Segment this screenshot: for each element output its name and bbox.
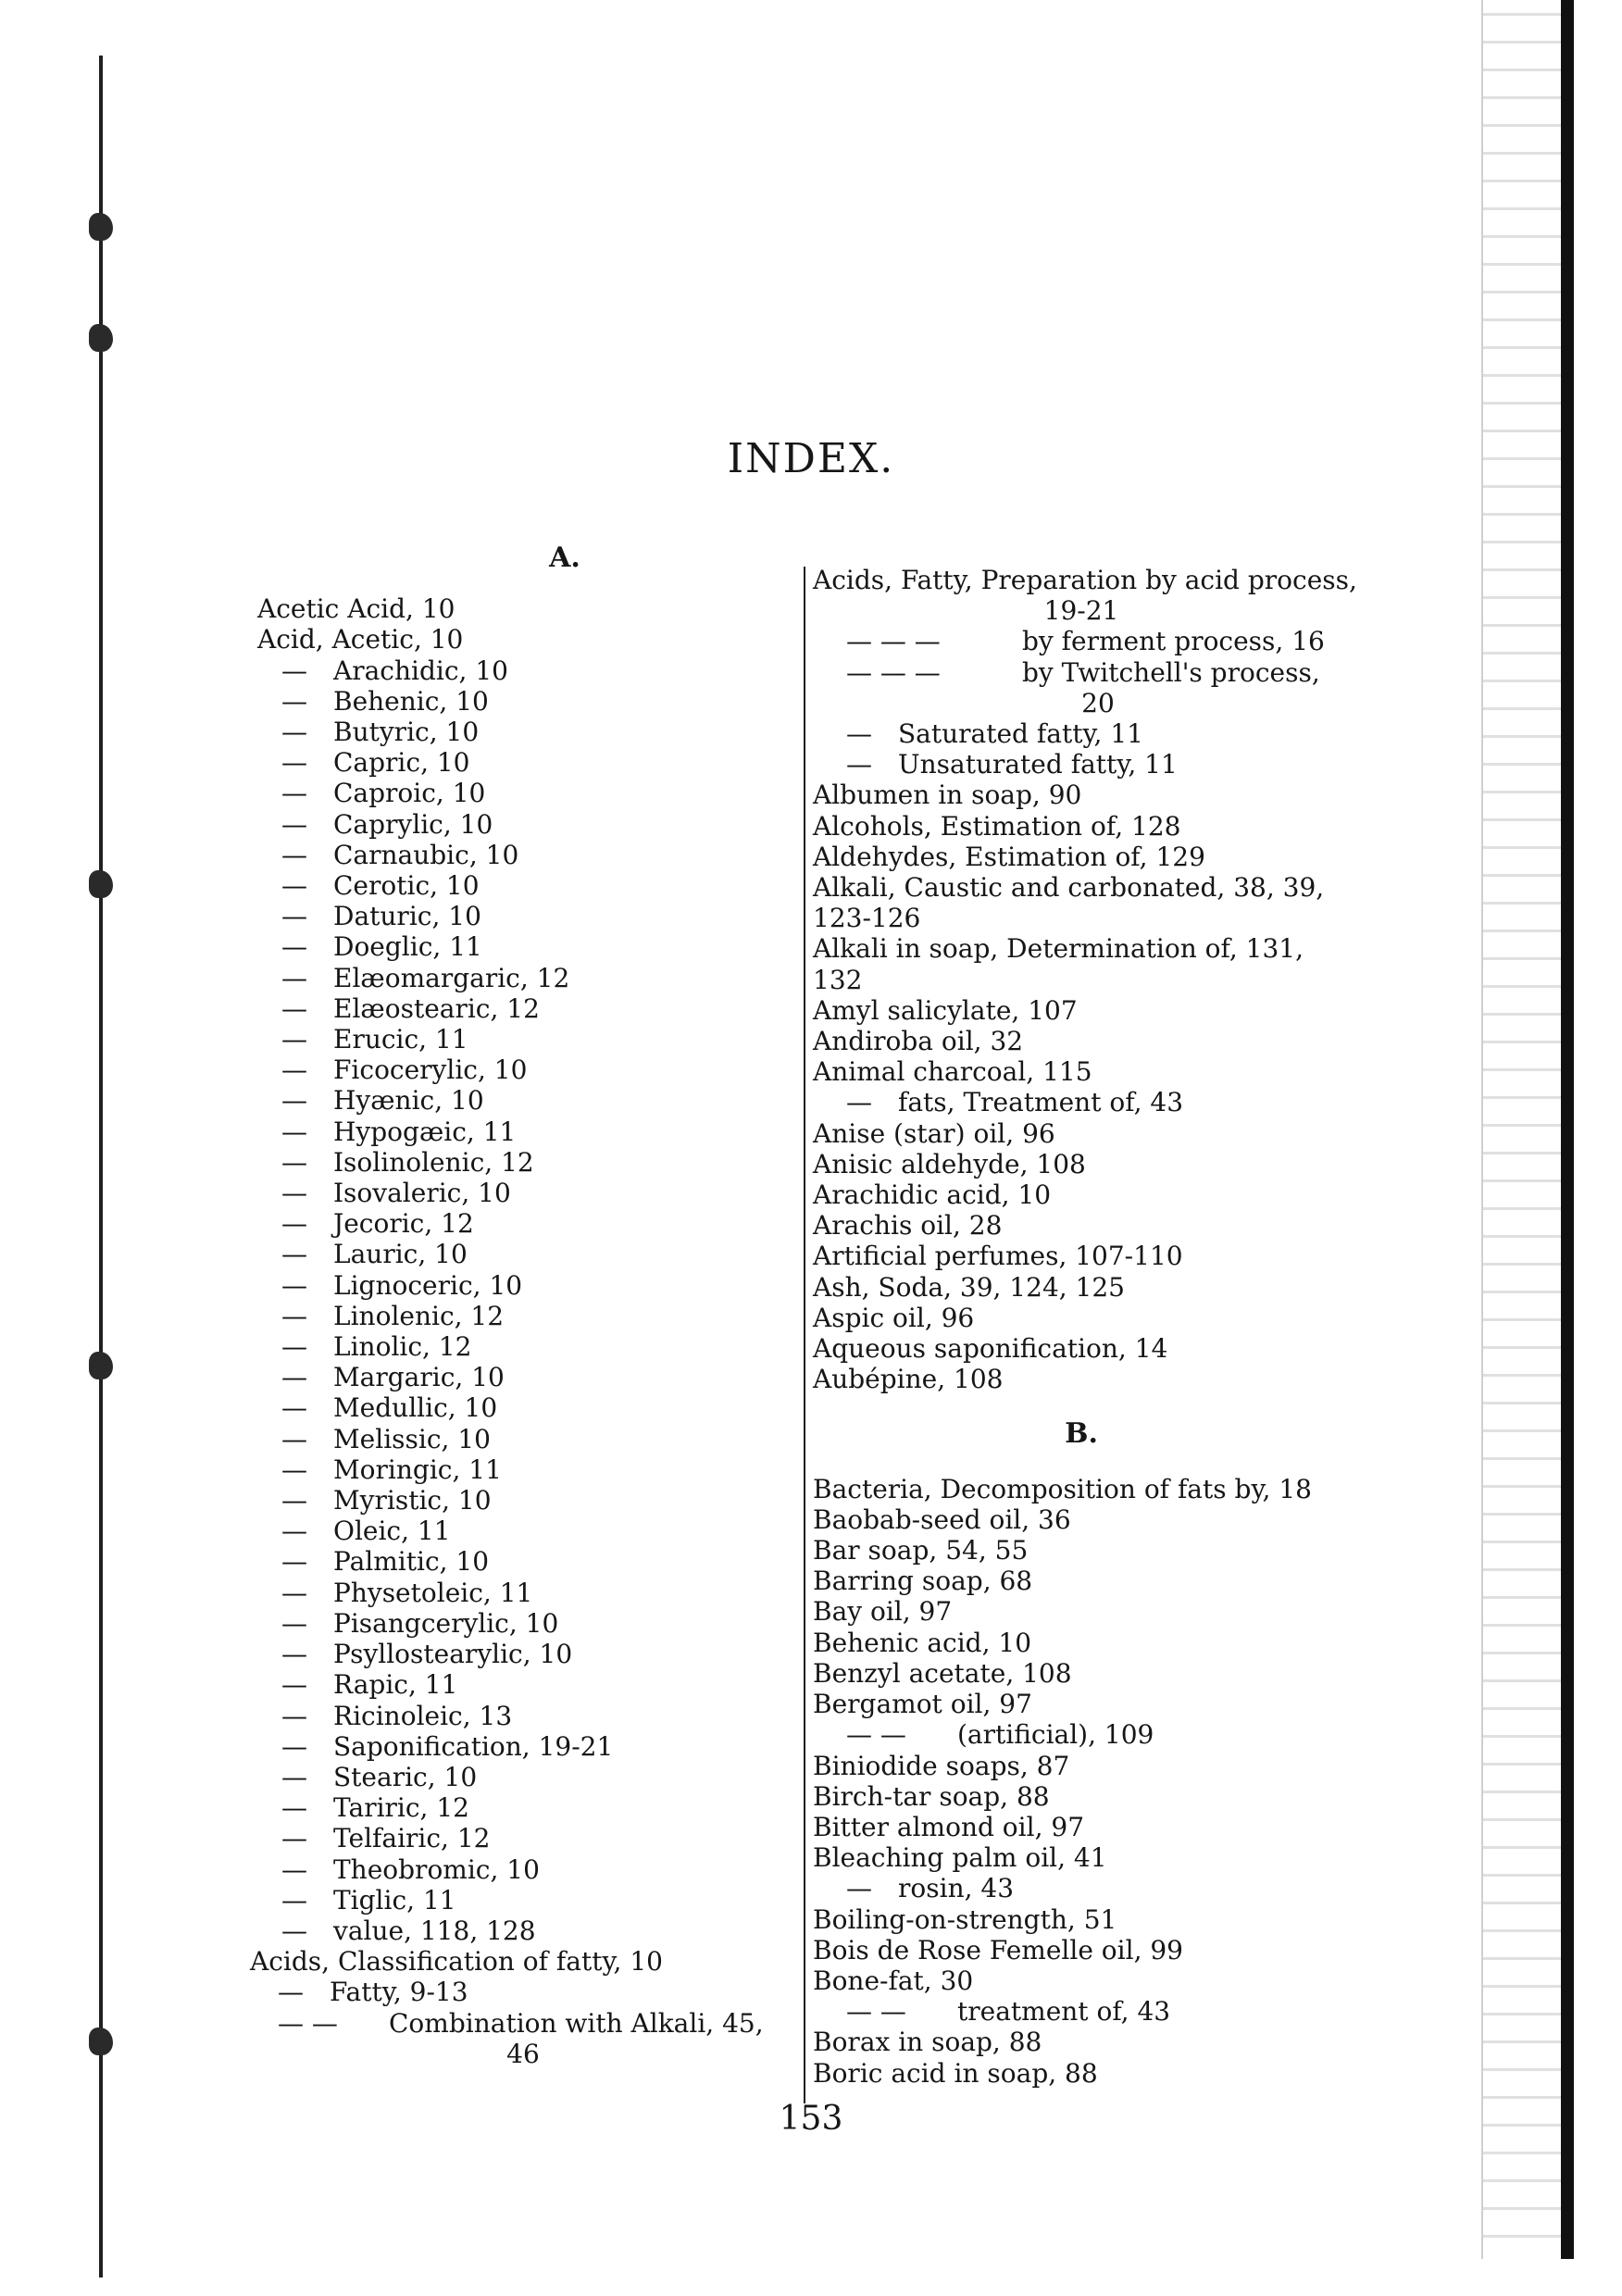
index-entry: [250, 931, 768, 962]
entry-dash: —: [846, 1873, 872, 1904]
entry-text: Margaric, 10: [333, 1362, 505, 1393]
index-entry: [250, 1485, 768, 1516]
index-entry: [250, 1117, 768, 1147]
entry-text: Cerotic, 10: [333, 870, 480, 902]
entry-text: Albumen in soap, 90: [813, 780, 1082, 811]
index-entry: [250, 1270, 768, 1301]
entry-text: Jecoric, 12: [333, 1208, 474, 1240]
index-entry: [813, 1781, 1350, 1812]
index-entry: [250, 1516, 768, 1546]
index-entry: [250, 1639, 768, 1669]
entry-text: Anisic aldehyde, 108: [813, 1148, 1086, 1179]
entry-text: Bleaching palm oil, 41: [813, 1842, 1107, 1874]
entry-dash: —: [281, 1024, 307, 1055]
entry-text: Acids, Fatty, Preparation by acid process,: [813, 565, 1357, 595]
entry-text: Lignoceric, 10: [333, 1269, 523, 1301]
torn-page-edge: [1483, 0, 1566, 2259]
entry-dash: —: [281, 717, 307, 747]
entry-text: Psyllostearylic, 10: [333, 1639, 573, 1670]
index-entry: [813, 1303, 1350, 1333]
entry-text: Bar soap, 54, 55: [813, 1535, 1029, 1566]
entry-text: Aubépine, 108: [813, 1364, 1004, 1395]
entry-continuation: 46: [506, 2038, 540, 2069]
entry-text: Erucic, 11: [333, 1024, 468, 1055]
index-entry: [813, 780, 1350, 810]
index-column-left: [250, 543, 768, 2069]
entry-dash: — —: [278, 2007, 338, 2039]
index-entry: [250, 1301, 768, 1331]
entry-dash: —: [281, 1700, 307, 1731]
index-entry: [250, 1546, 768, 1577]
entry-text: Arachis oil, 28: [813, 1210, 1003, 1242]
index-entry: [250, 993, 768, 1024]
entry-dash: —: [281, 901, 307, 932]
index-entry: [250, 1331, 768, 1362]
entry-text: Bergamot oil, 97: [813, 1689, 1032, 1720]
entry-dash: —: [281, 1146, 307, 1178]
index-entry: [813, 1904, 1350, 1935]
entry-text: Saturated fatty, 11: [898, 718, 1143, 750]
entry-dash: —: [281, 778, 307, 809]
entry-dash: —: [281, 1116, 307, 1147]
entry-continuation: 19-21: [1043, 595, 1119, 627]
entry-dash: —: [281, 655, 307, 686]
index-entry: [250, 1823, 768, 1853]
entry-text: Behenic, 10: [333, 685, 489, 717]
index-entry: [250, 1424, 768, 1454]
index-entry: [250, 1392, 768, 1423]
entry-dash: —: [281, 1853, 307, 1885]
entry-dash: —: [281, 747, 307, 779]
entry-text: Bois de Rose Femelle oil, 99: [813, 1934, 1183, 1965]
index-entry: [250, 1977, 768, 2007]
index-entry: [250, 840, 768, 870]
binding-knot: [89, 213, 113, 241]
entry-text: Saponification, 19-21: [333, 1730, 614, 1762]
index-entry: [250, 1054, 768, 1085]
entry-text: Melissic, 10: [333, 1423, 491, 1454]
entry-text: Artificial perfumes, 107-110: [813, 1241, 1183, 1272]
index-entry: [813, 718, 1350, 749]
entry-text: Telfairic, 12: [333, 1823, 491, 1854]
entry-text: Animal charcoal, 115: [813, 1056, 1092, 1088]
index-entry: [250, 1946, 768, 1977]
entry-text: Caproic, 10: [333, 778, 486, 809]
index-entry: [250, 901, 768, 931]
column-divider: [804, 567, 805, 2103]
entry-dash: —: [281, 1362, 307, 1393]
entry-text: Bitter almond oil, 97: [813, 1811, 1085, 1842]
entry-dash: —: [281, 962, 307, 993]
entry-dash: —: [281, 1485, 307, 1516]
entry-dash: —: [281, 1208, 307, 1240]
entry-text: by ferment process, 16: [1022, 626, 1325, 657]
entry-dash: — —: [846, 1996, 906, 2028]
entry-text: Andiroba oil, 32: [813, 1026, 1024, 1057]
entry-dash: — —: [846, 1719, 906, 1751]
entry-dash: —: [281, 1392, 307, 1424]
index-entry: [250, 1454, 768, 1485]
index-entry: [813, 749, 1350, 780]
index-entry: [250, 778, 768, 808]
index-entry: [813, 1535, 1350, 1566]
entry-text: Baobab-seed oil, 36: [813, 1504, 1071, 1535]
index-entry: [813, 1026, 1350, 1056]
entry-text: value, 118, 128: [333, 1915, 536, 1946]
entry-text: Benzyl acetate, 108: [813, 1657, 1072, 1689]
index-entry: [250, 747, 768, 778]
index-entry: [813, 1056, 1350, 1087]
index-entry: [813, 1210, 1350, 1241]
entry-dash: —: [281, 1300, 307, 1331]
index-entry: [813, 1566, 1350, 1596]
entry-text: Bacteria, Decomposition of fats by, 18: [813, 1473, 1312, 1504]
entry-dash: —: [281, 1054, 307, 1086]
index-entry: [813, 1474, 1350, 1504]
entry-text: Stearic, 10: [333, 1761, 478, 1792]
entry-text: Amyl salicylate, 107: [813, 994, 1078, 1026]
page-title: INDEX.: [727, 435, 895, 482]
entry-dash: —: [281, 1269, 307, 1301]
entry-dash: —: [281, 685, 307, 717]
entry-text: Hypogæic, 11: [333, 1116, 517, 1147]
index-entry: [813, 1935, 1350, 1965]
entry-text: Palmitic, 10: [333, 1546, 490, 1578]
index-entry: [813, 2027, 1350, 2057]
entry-text: Moringic, 11: [333, 1454, 502, 1485]
index-entry: [250, 809, 768, 840]
index-entry: [813, 933, 1350, 994]
index-entry: [813, 1751, 1350, 1781]
index-entry: [250, 593, 768, 624]
index-column-right: [813, 565, 1357, 2089]
entry-dash: —: [281, 1085, 307, 1117]
index-entry: [250, 2008, 768, 2069]
entry-text: Aldehydes, Estimation of, 129: [813, 841, 1205, 872]
entry-text: by Twitchell's process,: [1022, 656, 1320, 688]
index-entry: [250, 1792, 768, 1823]
entry-continuation: 20: [1081, 687, 1115, 718]
entry-text: Myristic, 10: [333, 1485, 492, 1516]
index-entry: [813, 1149, 1350, 1179]
entry-text: Hyænic, 10: [333, 1085, 484, 1117]
binding-thread: [99, 56, 103, 2277]
entry-dash: —: [281, 870, 307, 902]
entry-text: Physetoleic, 11: [333, 1577, 533, 1608]
entry-dash: —: [281, 1730, 307, 1762]
entry-dash: —: [281, 1454, 307, 1485]
entry-text: Oleic, 11: [333, 1516, 451, 1547]
index-entry: [250, 1147, 768, 1178]
entry-text: Elæomargaric, 12: [333, 962, 570, 993]
entry-dash: —: [281, 839, 307, 870]
index-entry: [813, 1628, 1350, 1658]
scan-dark-edge: [1561, 0, 1574, 2259]
entry-dash: —: [281, 1607, 307, 1639]
index-entry: [813, 1118, 1350, 1149]
index-entry: [813, 1087, 1350, 1117]
entry-dash: —: [281, 1669, 307, 1701]
entry-dash: —: [281, 1823, 307, 1854]
entry-text: Biniodide soaps, 87: [813, 1750, 1070, 1781]
index-entry: [813, 1504, 1350, 1535]
index-entry: [813, 657, 1350, 718]
index-entry: [250, 686, 768, 717]
entry-text: Ricinoleic, 13: [333, 1700, 513, 1731]
binding-knot: [89, 1352, 113, 1379]
entry-text: Caprylic, 10: [333, 808, 493, 840]
entry-text: Bay oil, 97: [813, 1596, 953, 1628]
index-entry: [250, 624, 768, 655]
entry-text: treatment of, 43: [957, 1996, 1171, 2028]
entry-text: Doeglic, 11: [333, 931, 482, 963]
binding-edge: [89, 56, 113, 2277]
index-entry: [813, 842, 1350, 872]
entry-text: Linolenic, 12: [333, 1300, 505, 1331]
index-entry: [250, 1362, 768, 1392]
index-entry: [813, 1333, 1350, 1364]
index-entry: [813, 1364, 1350, 1394]
index-entry: [813, 872, 1350, 933]
index-entry: [813, 2058, 1350, 2089]
entry-text: Isovaleric, 10: [333, 1178, 511, 1209]
entry-text: Aspic oil, 96: [813, 1302, 975, 1333]
entry-text: (artificial), 109: [957, 1719, 1154, 1751]
entry-text: Boiling-on-strength, 51: [813, 1903, 1117, 1935]
entry-continuation: 132: [813, 964, 863, 995]
index-entry: [250, 1885, 768, 1915]
entry-text: Linolic, 12: [333, 1331, 472, 1363]
index-entry: [813, 1812, 1350, 1842]
entry-text: Behenic acid, 10: [813, 1627, 1032, 1658]
index-entry: [813, 1965, 1350, 1996]
entry-text: Tariric, 12: [333, 1792, 469, 1824]
entry-dash: —: [281, 1516, 307, 1547]
entry-text: Arachidic acid, 10: [813, 1179, 1052, 1211]
entry-dash: —: [281, 1239, 307, 1270]
index-entry: [250, 655, 768, 686]
index-entry: [250, 1669, 768, 1700]
entry-text: Boric acid in soap, 88: [813, 2057, 1098, 2089]
entry-dash: —: [281, 1331, 307, 1363]
entry-dash: —: [846, 1087, 872, 1118]
index-entry: [813, 1842, 1350, 1873]
binding-knot: [89, 870, 113, 898]
index-entry: [250, 717, 768, 747]
index-entry: [813, 1873, 1350, 1903]
index-entry: [250, 963, 768, 993]
entry-dash: —: [281, 1884, 307, 1915]
entry-dash: —: [281, 1178, 307, 1209]
entry-text: Bone-fat, 30: [813, 1965, 974, 1996]
entry-dash: —: [281, 1761, 307, 1792]
index-entry: [250, 1578, 768, 1608]
entry-dash: —: [281, 1577, 307, 1608]
index-entry: [250, 1024, 768, 1054]
entry-dash: —: [281, 931, 307, 963]
section-letter-b: B.: [1065, 1417, 1098, 1451]
entry-text: Alcohols, Estimation of, 128: [813, 810, 1181, 842]
entry-dash: —: [846, 718, 872, 750]
entry-text: Elæostearic, 12: [333, 992, 540, 1024]
binding-knot: [89, 2028, 113, 2055]
entry-text: Birch-tar soap, 88: [813, 1780, 1050, 1812]
entry-dash: — — —: [846, 626, 941, 657]
index-entry: [813, 1596, 1350, 1627]
entry-continuation: 123-126: [813, 903, 921, 934]
entry-text: Acids, Classification of fatty, 10: [250, 1946, 663, 1978]
entry-dash: —: [846, 749, 872, 780]
entry-text: Ash, Soda, 39, 124, 125: [813, 1271, 1125, 1303]
entry-dash: —: [281, 1792, 307, 1824]
entry-text: Acid, Acetic, 10: [257, 624, 464, 655]
entry-text: Tiglic, 11: [333, 1884, 456, 1915]
index-entry: [250, 1762, 768, 1792]
entry-dash: —: [281, 1546, 307, 1578]
index-entry: [250, 1239, 768, 1269]
entry-text: Borax in soap, 88: [813, 2027, 1042, 2058]
index-entry: [813, 811, 1350, 842]
index-entry: [813, 1272, 1350, 1303]
index-entry: [813, 1689, 1350, 1719]
index-entry: [813, 1179, 1350, 1210]
entry-dash: —: [281, 1639, 307, 1670]
entry-text: Barring soap, 68: [813, 1566, 1033, 1597]
entry-text: Butyric, 10: [333, 717, 480, 747]
index-entry: [813, 1658, 1350, 1689]
entry-text: Lauric, 10: [333, 1239, 468, 1270]
entry-text: Rapic, 11: [333, 1669, 458, 1701]
entry-text: Ficocerylic, 10: [333, 1054, 528, 1086]
entry-text: Anise (star) oil, 96: [813, 1117, 1055, 1149]
index-entry: [250, 1608, 768, 1639]
entry-text: Isolinolenic, 12: [333, 1146, 534, 1178]
entry-text: rosin, 43: [898, 1873, 1015, 1904]
binding-knot: [89, 324, 113, 352]
index-entry: [813, 565, 1357, 627]
entry-dash: —: [281, 1423, 307, 1454]
section-letter-a: A.: [549, 542, 580, 574]
entry-text: Capric, 10: [333, 747, 470, 779]
index-entry: [250, 1208, 768, 1239]
entry-text: Aqueous saponification, 14: [813, 1333, 1168, 1365]
entry-text: Carnaubic, 10: [333, 839, 519, 870]
entry-text: Theobromic, 10: [333, 1853, 540, 1885]
entry-dash: —: [281, 1915, 307, 1946]
entry-text: Combination with Alkali, 45,: [389, 2007, 764, 2039]
index-entry: [250, 1915, 768, 1946]
index-entry: [813, 626, 1350, 656]
index-entry: [250, 1085, 768, 1116]
index-entry: [813, 1719, 1350, 1750]
entry-dash: —: [278, 1977, 304, 2008]
entry-text: Medullic, 10: [333, 1392, 498, 1424]
entry-text: Pisangcerylic, 10: [333, 1607, 559, 1639]
entry-dash: —: [281, 808, 307, 840]
index-entry: [813, 995, 1350, 1026]
entry-text: fats, Treatment of, 43: [898, 1087, 1184, 1118]
entry-dash: —: [281, 992, 307, 1024]
entry-text: Arachidic, 10: [333, 655, 508, 686]
entry-text: Alkali in soap, Determination of, 131,: [813, 933, 1304, 965]
entry-text: Daturic, 10: [333, 901, 481, 932]
index-entry: [250, 870, 768, 901]
entry-text: Fatty, 9-13: [330, 1977, 468, 2008]
index-entry: [250, 1854, 768, 1885]
index-entry: [250, 1701, 768, 1731]
entry-text: Alkali, Caustic and carbonated, 38, 39,: [813, 872, 1325, 904]
index-entry: [813, 1241, 1350, 1271]
index-entry: [250, 1731, 768, 1762]
index-entry: [813, 1996, 1350, 2027]
index-entry: [250, 1178, 768, 1208]
entry-text: Acetic Acid, 10: [257, 593, 455, 625]
page-number: 153: [779, 2100, 843, 2138]
entry-dash: — — —: [846, 656, 941, 688]
entry-text: Unsaturated fatty, 11: [898, 749, 1178, 780]
